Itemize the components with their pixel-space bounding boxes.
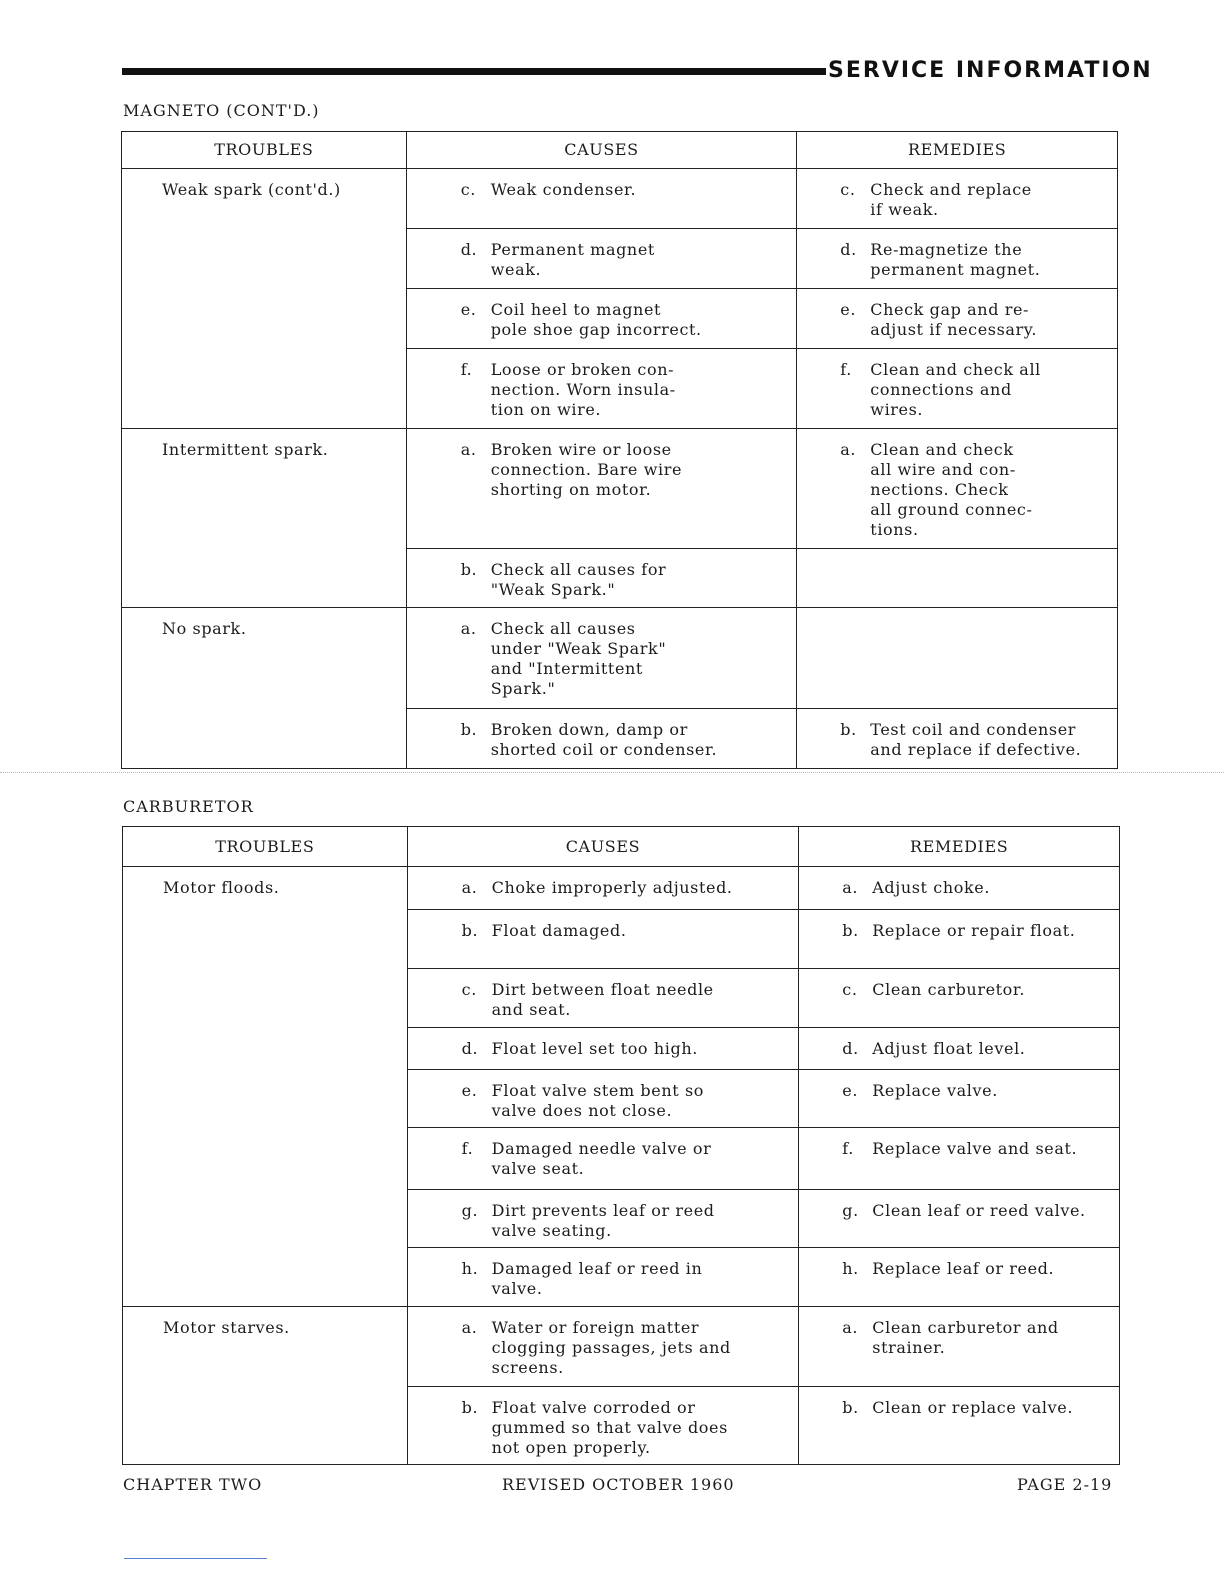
remedy-cell: [799, 1128, 1120, 1190]
cause-cell: [407, 1070, 799, 1128]
remedy-text: Check and replace if weak.: [870, 180, 1032, 219]
remedy-cell: [799, 1070, 1120, 1128]
carburetor-trouble-table: [122, 826, 1120, 1465]
remedy-text: Replace valve.: [872, 1081, 998, 1100]
remedy-text: Check gap and re- adjust if necessary.: [870, 300, 1038, 339]
table-row: [123, 867, 1120, 910]
cause-letter: c.: [461, 980, 477, 999]
remedy-text: Clean and check all connections and wires.: [870, 360, 1041, 419]
table-header-row: [123, 827, 1120, 867]
column-header-troubles: TROUBLES: [123, 827, 408, 867]
carburetor-section-title: CARBURETOR: [123, 797, 254, 816]
remedy-text: Test coil and condenser and replace if defective.: [870, 720, 1082, 759]
cause-cell: [406, 709, 797, 769]
column-header-troubles: TROUBLES: [122, 132, 407, 169]
column-header-remedies: REMEDIES: [799, 827, 1120, 867]
cause-letter: a.: [461, 878, 478, 897]
cause-cell: [407, 1387, 799, 1465]
remedy-text: Adjust float level.: [872, 1039, 1026, 1058]
magneto-section-title: MAGNETO (CONT'D.): [123, 101, 320, 120]
remedy-letter: f.: [842, 1139, 854, 1158]
cause-text: Damaged leaf or reed in valve.: [491, 1259, 703, 1298]
remedy-cell: [797, 549, 1118, 608]
remedy-cell: [799, 969, 1120, 1028]
remedy-cell: [797, 608, 1118, 709]
remedy-text: Clean leaf or reed valve.: [872, 1201, 1086, 1220]
remedy-letter: f.: [840, 360, 852, 379]
cause-letter: e.: [460, 300, 477, 319]
remedy-cell: [797, 349, 1118, 429]
remedy-letter: b.: [842, 1398, 859, 1417]
cause-text: Loose or broken con- nection. Worn insula- tion on wire.: [490, 360, 676, 419]
remedy-letter: e.: [842, 1081, 859, 1100]
cause-letter: d.: [460, 240, 478, 259]
remedy-letter: d.: [840, 240, 857, 259]
cause-text: Check all causes under "Weak Spark" and "Intermittent Spark.": [490, 619, 667, 698]
remedy-cell: [797, 429, 1118, 549]
cause-text: Choke improperly adjusted.: [491, 878, 733, 897]
remedy-cell: [799, 1190, 1120, 1248]
cause-letter: h.: [461, 1259, 479, 1278]
column-header-remedies: REMEDIES: [797, 132, 1118, 169]
table-row: [122, 429, 1118, 549]
remedy-letter: a.: [842, 1318, 859, 1337]
cause-letter: f.: [460, 360, 473, 379]
cause-cell: [406, 349, 797, 429]
cause-text: Weak condenser.: [490, 180, 637, 199]
cause-letter: e.: [461, 1081, 478, 1100]
remedy-text: Adjust choke.: [872, 878, 991, 897]
cause-text: Permanent magnet weak.: [490, 240, 655, 279]
footer-revised-date: REVISED OCTOBER 1960: [502, 1475, 735, 1494]
cause-text: Damaged needle valve or valve seat.: [491, 1139, 712, 1178]
cause-letter: b.: [460, 720, 478, 739]
cause-letter: d.: [461, 1039, 479, 1058]
remedy-cell: [799, 910, 1120, 969]
cause-letter: b.: [461, 921, 479, 940]
cause-cell: [407, 1028, 799, 1070]
cause-text: Check all causes for "Weak Spark.": [490, 560, 667, 599]
table-header-row: [122, 132, 1118, 169]
remedy-letter: a.: [842, 878, 859, 897]
cause-cell: [407, 1128, 799, 1190]
cause-cell: [406, 229, 797, 289]
cause-cell: [406, 429, 797, 549]
cause-text: Float level set too high.: [491, 1039, 698, 1058]
cause-cell: [407, 1248, 799, 1307]
header-rule: [122, 68, 826, 75]
remedy-cell: [797, 709, 1118, 769]
remedy-letter: d.: [842, 1039, 859, 1058]
cause-text: Float valve stem bent so valve does not close.: [491, 1081, 705, 1120]
cause-text: Float damaged.: [491, 921, 627, 940]
remedy-text: Replace leaf or reed.: [872, 1259, 1055, 1278]
cause-letter: a.: [460, 619, 477, 638]
remedy-letter: a.: [840, 440, 857, 459]
trouble-label: No spark.: [122, 608, 407, 769]
cause-cell: [406, 549, 797, 608]
remedy-text: Clean carburetor and strainer.: [872, 1318, 1059, 1357]
cause-text: Dirt prevents leaf or reed valve seating.: [491, 1201, 715, 1240]
remedy-cell: [799, 1028, 1120, 1070]
cause-cell: [407, 969, 799, 1028]
footer-chapter: CHAPTER TWO: [123, 1475, 263, 1494]
remedy-letter: e.: [840, 300, 857, 319]
remedy-text: Re-magnetize the permanent magnet.: [870, 240, 1041, 279]
remedy-cell: [799, 1307, 1120, 1387]
footer-page-number: PAGE 2-19: [1017, 1475, 1113, 1494]
remedy-letter: b.: [840, 720, 857, 739]
trouble-label: Intermittent spark.: [122, 429, 407, 608]
cause-letter: b.: [460, 560, 478, 579]
cause-letter: c.: [460, 180, 476, 199]
cause-cell: [407, 910, 799, 969]
remedy-text: Replace valve and seat.: [872, 1139, 1078, 1158]
remedy-letter: b.: [842, 921, 859, 940]
remedy-letter: h.: [842, 1259, 859, 1278]
trouble-label: Weak spark (cont'd.): [122, 169, 407, 429]
column-header-causes: CAUSES: [406, 132, 797, 169]
remedy-cell: [797, 169, 1118, 229]
cause-text: Broken wire or loose connection. Bare wire shorting on motor.: [490, 440, 683, 499]
remedy-cell: [797, 289, 1118, 349]
remedy-cell: [799, 1248, 1120, 1307]
magneto-trouble-table: [121, 131, 1118, 769]
scan-artifact-line: [124, 1558, 267, 1559]
remedy-letter: c.: [842, 980, 858, 999]
cause-letter: f.: [461, 1139, 474, 1158]
table-row: [122, 608, 1118, 709]
scan-fold-line: [0, 772, 1224, 773]
page-header-title: SERVICE INFORMATION: [828, 58, 1153, 83]
remedy-letter: g.: [842, 1201, 859, 1220]
remedy-text: Clean and check all wire and con- nections. Check all ground connec- tions.: [870, 440, 1033, 539]
cause-cell: [407, 867, 799, 910]
remedy-cell: [797, 229, 1118, 289]
cause-text: Water or foreign matter clogging passages, jets and screens.: [491, 1318, 731, 1377]
cause-letter: a.: [461, 1318, 478, 1337]
cause-letter: g.: [461, 1201, 479, 1220]
cause-cell: [406, 289, 797, 349]
cause-text: Dirt between float needle and seat.: [491, 980, 714, 1019]
table-row: [122, 169, 1118, 229]
trouble-label: Motor starves.: [123, 1307, 408, 1465]
cause-letter: b.: [461, 1398, 479, 1417]
remedy-cell: [799, 867, 1120, 910]
cause-cell: [406, 608, 797, 709]
remedy-text: Clean or replace valve.: [872, 1398, 1074, 1417]
trouble-label: Motor floods.: [123, 867, 408, 1307]
remedy-cell: [799, 1387, 1120, 1465]
cause-text: Broken down, damp or shorted coil or condenser.: [490, 720, 718, 759]
cause-text: Float valve corroded or gummed so that valve does not open properly.: [491, 1398, 728, 1457]
remedy-letter: c.: [840, 180, 856, 199]
table-row: [123, 1307, 1120, 1387]
cause-letter: a.: [460, 440, 477, 459]
cause-text: Coil heel to magnet pole shoe gap incorrect.: [490, 300, 702, 339]
cause-cell: [406, 169, 797, 229]
cause-cell: [407, 1307, 799, 1387]
remedy-text: Replace or repair float.: [872, 921, 1076, 940]
remedy-text: Clean carburetor.: [872, 980, 1026, 999]
column-header-causes: CAUSES: [407, 827, 799, 867]
cause-cell: [407, 1190, 799, 1248]
